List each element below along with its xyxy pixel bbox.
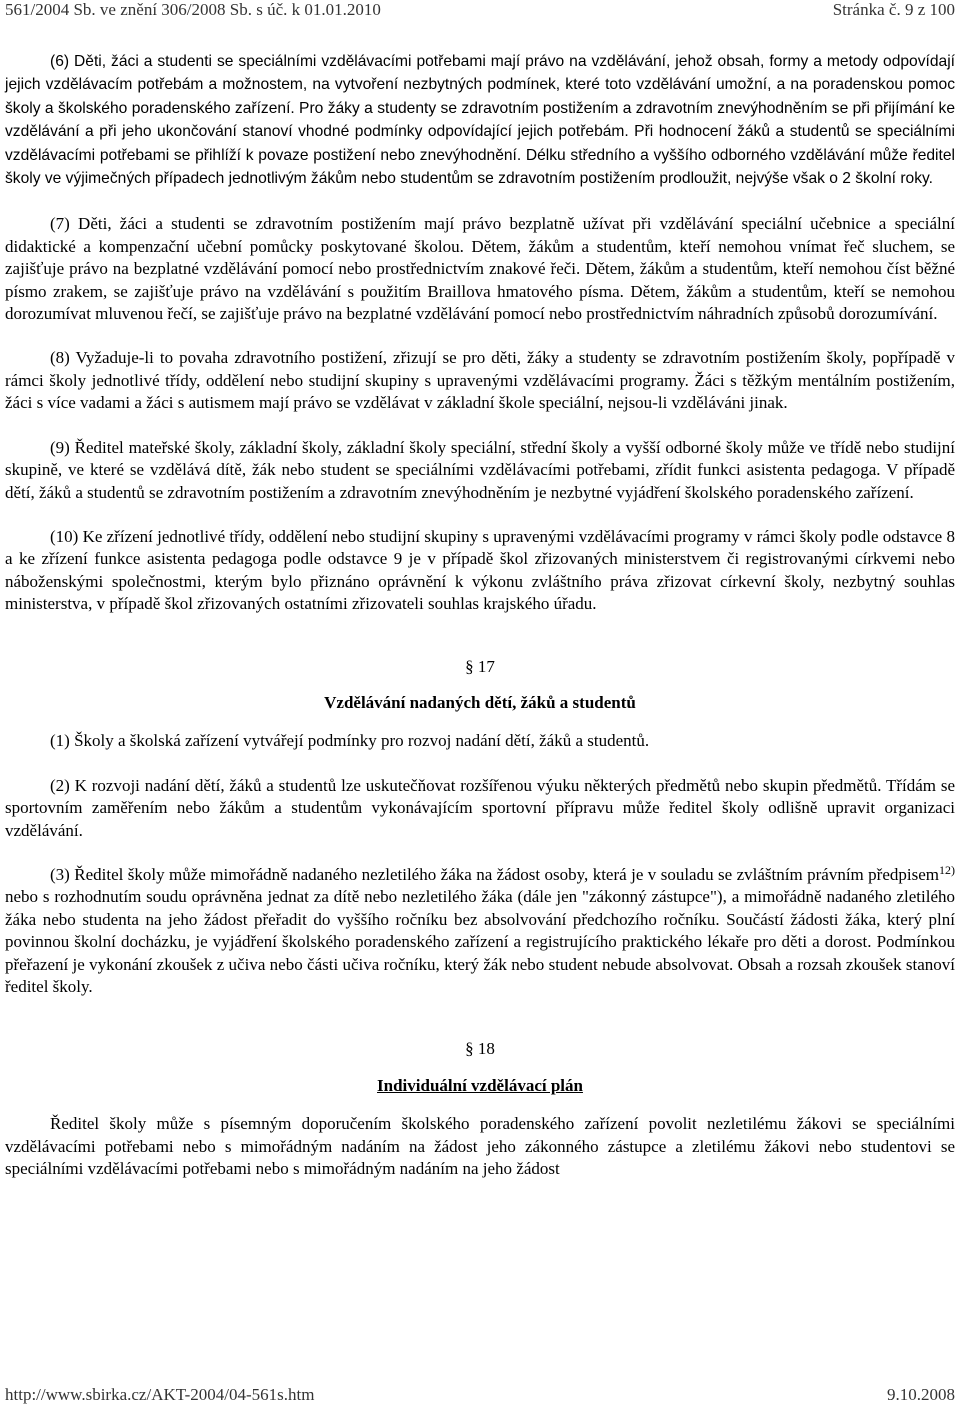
page-header [5, 0, 955, 20]
paragraph-17-3-part-b: nebo s rozhodnutím soudu oprávněna jednat za dítě nebo nezletilého žáka (dále jen "zákonný zástupce"), a mimořádně nadaného zletilého žáka nebo studenta na jeho žádost přeřadit do vyššího ročníku bez absolvování předchozího ročníku. Součástí žádosti žáka, který plní povinnou školní docházku, je vyjádření školského poradenského zařízení a registrujícího praktického lékaře pro děti a dorost. Podmínkou přeřazení je vykonání zkoušek z učiva nebo části učiva ročníku, který žák nebo student nebude absolvovat. Obsah a rozsah zkoušek stanoví ředitel školy. [5, 887, 955, 996]
paragraph-18-1: Ředitel školy může s písemným doporučením školského poradenského zařízení povolit nezletilému žákovi se speciálními vzdělávacími potřebami nebo s mimořádným nadáním na žádost jeho zákonného zástupce a zletilému žákovi nebo studentovi se speciálními vzdělávacími potřebami nebo s mimořádným nadáním na jeho žádost [5, 1114, 955, 1179]
paragraph-16-10: (10) Ke zřízení jednotlivé třídy, oddělení nebo studijní skupiny s upravenými vzdělávacími programy v rámci školy podle odstavce 8 a ke zřízení funkce asistenta pedagoga podle odstavce 9 je v případě škol zřizovaných ministerstvem či registrovanými církvemi nebo náboženskými společnostmi, kterým bylo přiznáno oprávnění k výkonu zvláštního práva zřizovat církevní školy, nezbytný souhlas ministerstva, v případě škol zřizovaných ostatními zřizovateli souhlas krajského úřadu. [5, 526, 955, 614]
print-date: 9.10.2008 [887, 1385, 955, 1404]
paragraph-16-6-part-d: Délku středního a vyššího odborného vzdělávání může ředitel školy ve výjimečných případech jednotlivým žákům nebo studentům se zdravotním postižením prodloužit, nejvýše však o 2 školní roky. [5, 146, 955, 188]
paragraph-16-9: (9) Ředitel mateřské školy, základní školy, základní školy speciální, střední školy a vyšší odborné školy může ve třídě nebo studijní skupině, ve které se vzdělává dítě, žák nebo student se speciálními vzdělávacími potřebami, zřídit funkci asistenta pedagoga. V případě dětí, žáků a studentů se zdravotním postižením a zdravotním znevýhodněním je nezbytné vyjádření školského poradenského zařízení. [5, 437, 955, 502]
paragraph-17-3-part-a: (3) Ředitel školy může mimořádně nadaného nezletilého žáka na žádost osoby, která je v souladu se zvláštním právním předpisem [50, 864, 939, 884]
document-reference: 561/2004 Sb. ve znění 306/2008 Sb. s úč. k 01.01.2010 [5, 0, 381, 19]
paragraph-16-7: (7) Děti, žáci a studenti se zdravotním postižením mají právo bezplatně užívat při vzdělávání speciální učebnice a speciální didaktické a kompenzační učební pomůcky poskytované školou. Dětem, žákům a studentům, kteří nemohou vnímat řeč sluchem, se zajišťuje právo na bezplatné vzdělávání pomocí nebo prostřednictvím znakové řeči. Dětem, žákům a studentům, kteří nemohou číst běžné písmo zrakem, se zajišťuje právo na vzdělávání s použitím Braillova hmatového písma. Dětem, žákům a studentům, kteří se nemohou dorozumívat mluvenou řečí, se zajišťuje právo na bezplatné vzdělávání pomocí nebo prostřednictvím náhradních způsobů dorozumívání. [5, 214, 955, 324]
section-17-number: § 17 [465, 656, 495, 676]
paragraph-17-2: (2) K rozvoji nadání dětí, žáků a studentů lze uskutečňovat rozšířenou výuku některých předmětů nebo skupin předmětů. Třídám se sportovním zaměřením nebo žákům a studentům vykonávajícím sportovní přípravu může ředitel školy odlišně upravit organizaci vzdělávání. [5, 775, 955, 840]
paragraph-17-1: (1) Školy a školská zařízení vytvářejí podmínky pro rozvoj nadání dětí, žáků a studentů. [50, 731, 650, 751]
section-18-title: Individuální vzdělávací plán [377, 1075, 583, 1095]
footnote-reference[interactable]: 12) [939, 862, 955, 877]
section-18-number: § 18 [465, 1039, 495, 1059]
paragraph-16-6-part-b: Pro žáky a studenty se zdravotním postižením a zdravotním znevýhodněním se při přijímání ke vzdělávání a při jeho ukončování stanoví vhodné podmínky odpovídající jejich potřebám. [5, 99, 955, 141]
page-number: Stránka č. 9 z 100 [832, 0, 955, 19]
paragraph-16-8-part-b: Žáci s těžkým mentálním postižením, žáci s více vadami a žáci s autismem mají právo se vzdělávat v základní škole speciální, nejsou-li vzděláváni jinak. [5, 370, 955, 413]
paragraph-17-3 [5, 864, 955, 998]
paragraph-16-6 [5, 50, 955, 190]
paragraph-16-8-part-a: (8) Vyžaduje-li to povaha zdravotního postižení, zřizují se pro děti, žáky a studenty se zdravotním postižením školy, popřípadě v rámci školy jednotlivé třídy, oddělení nebo studijní skupiny s upravenými vzdělávacími programy. [5, 348, 955, 390]
source-url-link[interactable]: http://www.sbirka.cz/AKT-2004/04-561s.htm [5, 1385, 315, 1404]
page-footer [5, 1385, 955, 1405]
paragraph-16-6-part-a: (6) Děti, žáci a studenti se speciálními vzdělávacími potřebami mají právo na vzdělávání, jehož obsah, formy a metody odpovídají jejich vzdělávacím potřebám a možnostem, na vytvoření nezbytných podmínek, které toto vzdělávání umožní, a na poradenskou pomoc školy a školského poradenského zařízení. [5, 53, 955, 117]
section-17-title: Vzdělávání nadaných dětí, žáků a studentů [324, 692, 636, 712]
document-body [5, 50, 955, 1202]
paragraph-16-8 [5, 347, 955, 414]
paragraph-16-6-part-c: Při hodnocení žáků a studentů se speciálními vzdělávacími potřebami se přihlíží k povaze postižení nebo znevýhodnění. [5, 123, 956, 164]
